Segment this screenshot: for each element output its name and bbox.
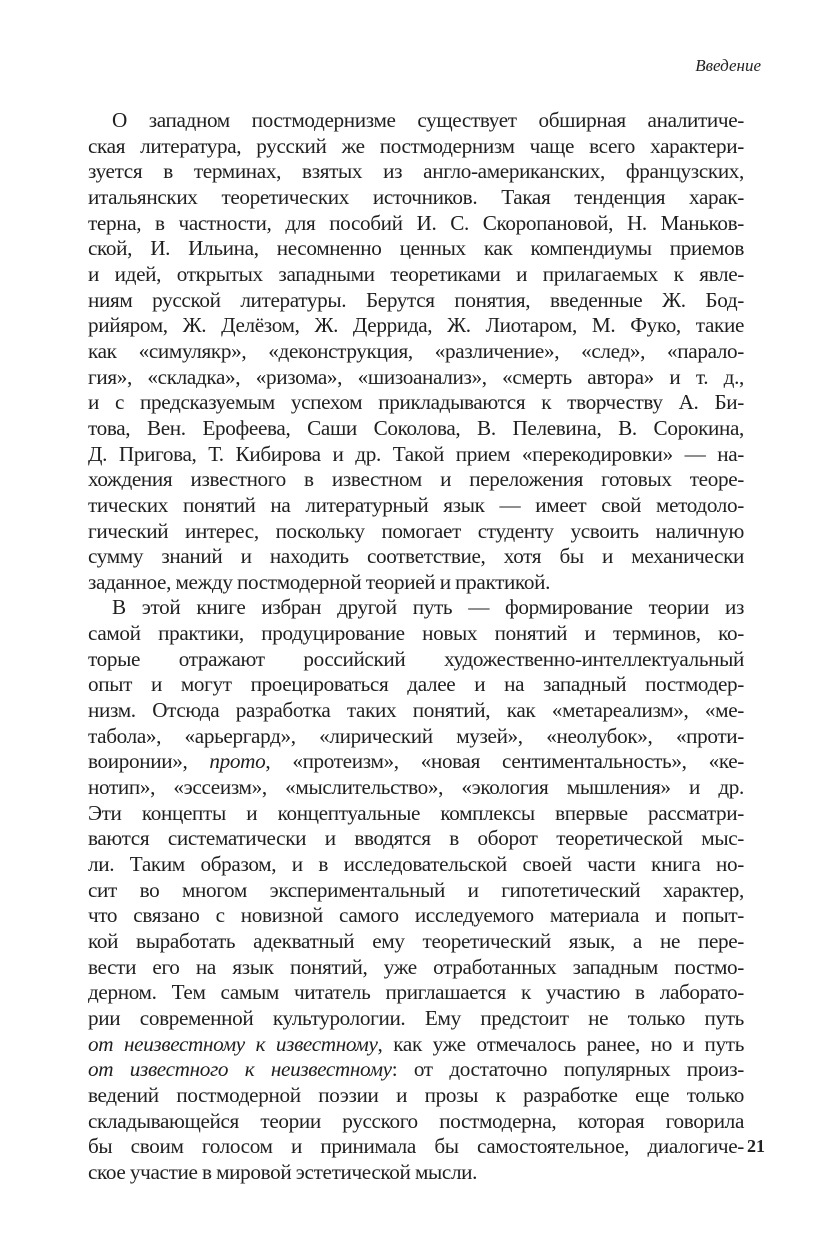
text-line: самой практики, продуцирование новых понятий и терминов, ко- — [88, 621, 744, 646]
text-line: сит во многом экспериментальный и гипотетический характер, — [88, 877, 744, 902]
text-line: терна, в частности, для пособий И. С. Скоропановой, Н. Маньков- — [88, 210, 744, 235]
text-line: нотип», «эссеизм», «мыслительство», «экология мышления» и др. — [88, 775, 744, 800]
text-line: опыт и могут проецироваться далее и на западный постмодер- — [88, 672, 744, 697]
text-line: рийяром, Ж. Делёзом, Ж. Деррида, Ж. Лиотаром, М. Фуко, такие — [88, 313, 744, 338]
italic-phrase: прото — [209, 749, 266, 774]
text-line: тических понятий на литературный язык — имеет свой методоло- — [88, 492, 744, 517]
text-line: ниям русской литературы. Берутся понятия, введенные Ж. Бод- — [88, 287, 744, 312]
body-text — [88, 108, 744, 1186]
text-line: и идей, открытых западными теоретиками и прилагаемых к явле- — [88, 261, 744, 286]
text-line: това, Вен. Ерофеева, Саши Соколова, В. Пелевина, В. Сорокина, — [88, 415, 744, 440]
italic-phrase: от неизвестному к известному — [88, 1031, 378, 1056]
text-line: что связано с новизной самого исследуемого материала и попыт- — [88, 903, 744, 928]
text-line: ской, И. Ильина, несомненно ценных как компендиумы приемов — [88, 236, 744, 261]
text-line: зуется в терминах, взятых из англо-американских, французских, — [88, 159, 744, 184]
text-line: сумму знаний и находить соответствие, хотя бы и механически — [88, 544, 744, 569]
text-line: итальянских теоретических источников. Такая тенденция харак- — [88, 184, 744, 209]
page-number: 21 — [747, 1136, 765, 1156]
text-line: дерном. Тем самым читатель приглашается к участию в лаборато- — [88, 980, 744, 1005]
text-line: ли. Таким образом, и в исследовательской своей части книга но- — [88, 852, 744, 877]
text-line: ское участие в мировой эстетической мысли. — [88, 1159, 478, 1184]
running-head: Введение — [695, 56, 761, 75]
text-line: складывающейся теории русского постмодерна, которая говорила — [88, 1108, 744, 1133]
text-line: ваются систематически и вводятся в оборот теоретической мыс- — [88, 826, 744, 851]
text-line: от известного к неизвестному: от достаточно популярных произ- — [88, 1057, 744, 1082]
text-line: ведений постмодерной поэзии и прозы к разработке еще только — [88, 1082, 744, 1107]
text-line: табола», «арьергард», «лирический музей», «неолубок», «проти- — [88, 723, 744, 748]
paragraph — [88, 595, 744, 1185]
text-line: воиронии», прото, «протеизм», «новая сентиментальность», «ке- — [88, 749, 744, 774]
text-line: Д. Пригова, Т. Кибирова и др. Такой прием «перекодировки» — на- — [88, 441, 744, 466]
text-line: как «симулякр», «деконструкция, «различение», «след», «парало- — [88, 338, 744, 363]
text-line: О западном постмодернизме существует обширная аналитиче- — [112, 108, 744, 132]
text-line: ская литература, русский же постмодернизм чаще всего характери- — [88, 133, 744, 158]
text-line: торые отражают российский художественно-интеллектуальный — [88, 646, 744, 671]
text-line: заданное, между постмодерной теорией и практикой. — [88, 569, 551, 594]
text-line: и с предсказуемым успехом прикладываются к творчеству А. Би- — [88, 390, 744, 415]
text-line: гия», «складка», «ризома», «шизоанализ», «смерть автора» и т. д., — [88, 364, 744, 389]
text-line: В этой книге избран другой путь — формирование теории из — [112, 595, 744, 620]
text-line: кой выработать адекватный ему теоретический язык, а не пере- — [88, 929, 744, 953]
paragraph — [88, 108, 744, 595]
text-line: рии современной культурологии. Ему предстоит не только путь — [88, 1005, 744, 1030]
text-line: бы своим голосом и принимала бы самостоятельное, диалогиче- — [88, 1134, 744, 1159]
text-line: Эти концепты и концептуальные комплексы впервые рассматри- — [88, 800, 744, 825]
text-line: низм. Отсюда разработка таких понятий, как «метареализм», «ме- — [88, 698, 744, 723]
text-line: от неизвестному к известному, как уже отмечалось ранее, но и путь — [88, 1031, 745, 1056]
text-line: хождения известного в известном и переложения готовых теоре- — [88, 467, 744, 492]
italic-phrase: от известного к неизвестному — [88, 1057, 392, 1082]
text-line: гический интерес, поскольку помогает студенту усвоить наличную — [88, 518, 744, 543]
text-line: вести его на язык понятий, уже отработанных западным постмо- — [88, 954, 744, 979]
